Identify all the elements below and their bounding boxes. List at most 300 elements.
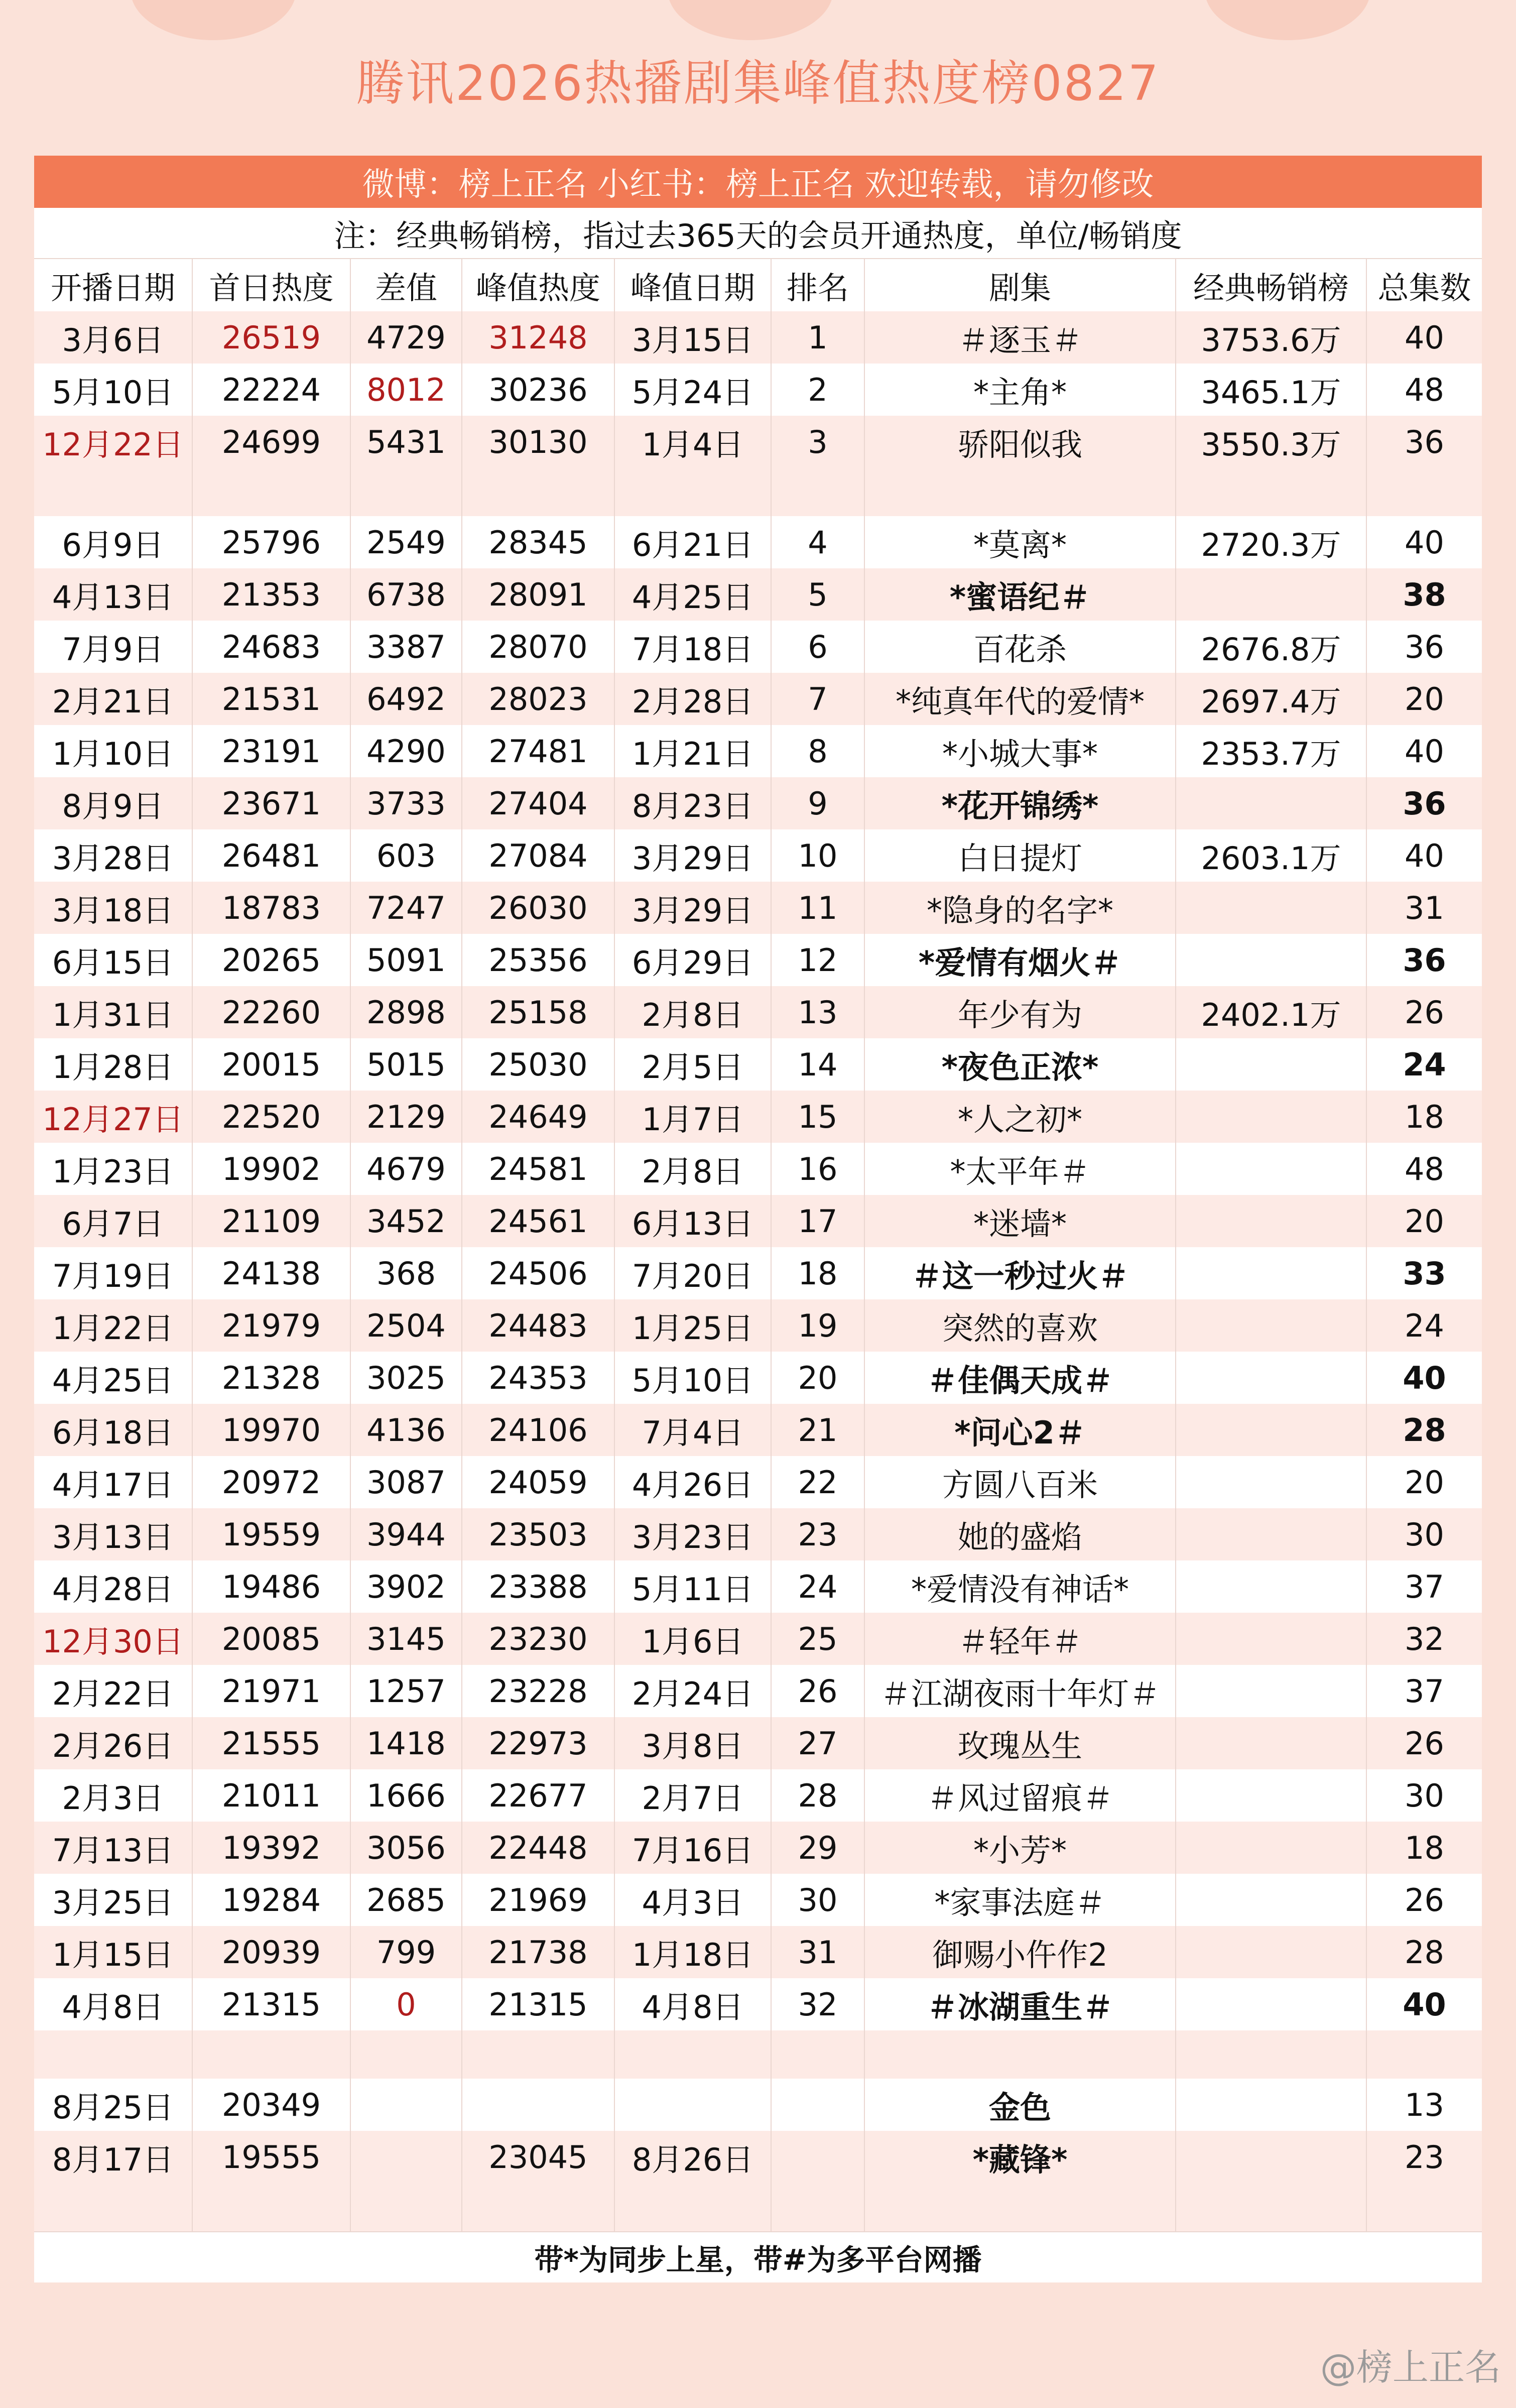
first-day-heat-cell: 25796 — [192, 516, 350, 568]
episode-count-cell: 36 — [1403, 941, 1446, 979]
episode-count-cell: 24 — [1366, 1299, 1482, 1352]
first-day-heat-cell: 24683 — [192, 621, 350, 673]
first-day-heat-cell: 20265 — [192, 934, 350, 986]
peak-heat-cell: 23388 — [462, 1560, 614, 1613]
start-date-cell: 4月13日 — [34, 568, 192, 621]
classic-bestseller-cell — [1176, 2131, 1366, 2183]
drama-name-cell: *人之初* — [864, 1091, 1176, 1143]
classic-bestseller-cell — [1176, 1926, 1366, 1978]
peak-heat-cell: 28345 — [462, 516, 614, 568]
classic-bestseller-cell — [1176, 777, 1366, 829]
column-header: 排名 — [771, 259, 864, 311]
rank-cell: 7 — [771, 673, 864, 725]
classic-bestseller-cell — [1176, 934, 1366, 986]
table-row — [34, 2079, 1482, 2131]
peak-date-cell: 4月25日 — [614, 568, 771, 621]
start-date-cell: 7月9日 — [34, 621, 192, 673]
rank-cell: 3 — [771, 416, 864, 468]
table-row — [34, 1665, 1482, 1717]
diff-cell: 3733 — [350, 777, 462, 829]
drama-name-cell: *藏锋* — [864, 2131, 1176, 2183]
peak-date-cell: 2月24日 — [614, 1665, 771, 1717]
diff-cell: 4136 — [350, 1404, 462, 1456]
episode-count-cell: 28 — [1366, 1926, 1482, 1978]
empty-cell — [1176, 2183, 1366, 2231]
classic-bestseller-cell — [1176, 1508, 1366, 1560]
start-date-cell: 4月25日 — [34, 1352, 192, 1404]
background-decoration — [131, 0, 296, 40]
drama-name-cell: *花开锦绣* — [864, 777, 1176, 829]
table-row — [34, 621, 1482, 673]
rank-cell — [771, 2079, 864, 2131]
start-date-cell: 4月17日 — [34, 1456, 192, 1508]
peak-heat-cell: 28070 — [462, 621, 614, 673]
peak-heat-cell: 28091 — [462, 568, 614, 621]
peak-date-cell: 7月20日 — [614, 1247, 771, 1299]
table-row — [34, 516, 1482, 568]
classic-bestseller-cell — [1176, 1665, 1366, 1717]
peak-date-cell: 1月25日 — [614, 1299, 771, 1352]
start-date-cell: 3月13日 — [34, 1508, 192, 1560]
first-day-heat-cell: 21315 — [192, 1978, 350, 2030]
episode-count-cell: 32 — [1366, 1613, 1482, 1665]
peak-date-cell: 5月11日 — [614, 1560, 771, 1613]
first-day-heat-cell: 21328 — [192, 1352, 350, 1404]
first-day-heat-cell: 20939 — [192, 1926, 350, 1978]
diff-cell: 368 — [350, 1247, 462, 1299]
peak-heat-cell: 23228 — [462, 1665, 614, 1717]
first-day-heat-cell: 21555 — [192, 1717, 350, 1769]
rank-cell: 2 — [771, 364, 864, 416]
empty-cell — [350, 2030, 462, 2079]
start-date-cell: 12月27日 — [34, 1091, 192, 1143]
start-date-cell: 2月3日 — [34, 1769, 192, 1822]
empty-cell — [192, 2030, 350, 2079]
empty-cell — [192, 2183, 350, 2231]
classic-bestseller-cell — [1176, 1717, 1366, 1769]
first-day-heat-cell: 22224 — [192, 364, 350, 416]
classic-bestseller-cell — [1176, 568, 1366, 621]
watermark: @榜上正名 — [1320, 2346, 1501, 2388]
peak-heat-cell: 24506 — [462, 1247, 614, 1299]
diff-cell: 4679 — [350, 1143, 462, 1195]
table-row — [34, 882, 1482, 934]
first-day-heat-cell: 18783 — [192, 882, 350, 934]
peak-date-cell: 3月8日 — [614, 1717, 771, 1769]
peak-date-cell: 3月29日 — [614, 882, 771, 934]
episode-count-cell: 40 — [1405, 524, 1444, 561]
first-day-heat-cell: 19486 — [192, 1560, 350, 1613]
diff-cell — [350, 2131, 462, 2183]
start-date-cell: 4月8日 — [34, 1978, 192, 2030]
start-date-cell: 5月10日 — [34, 364, 192, 416]
table-note: 注：经典畅销榜，指过去365天的会员开通热度，单位/畅销度 — [34, 208, 1482, 259]
source-banner: 微博：榜上正名 小红书：榜上正名 欢迎转载，请勿修改 — [34, 156, 1482, 208]
episode-count-cell: 48 — [1405, 371, 1444, 408]
diff-cell: 7247 — [350, 882, 462, 934]
episode-count-cell: 36 — [1366, 416, 1482, 468]
table-row — [34, 829, 1482, 882]
first-day-heat-cell: 19284 — [192, 1874, 350, 1926]
spacer-row — [34, 2183, 1482, 2231]
empty-cell — [1176, 468, 1366, 516]
classic-bestseller-cell — [1176, 1299, 1366, 1352]
start-date-cell: 3月25日 — [34, 1874, 192, 1926]
rank-cell: 22 — [771, 1456, 864, 1508]
peak-heat-cell: 22677 — [462, 1769, 614, 1822]
start-date-cell: 8月25日 — [34, 2079, 192, 2131]
table-row — [34, 1874, 1482, 1926]
start-date-cell: 6月9日 — [34, 516, 192, 568]
rank-cell: 20 — [771, 1352, 864, 1404]
first-day-heat-cell: 19392 — [192, 1822, 350, 1874]
peak-date-cell: 6月21日 — [614, 516, 771, 568]
table-row — [34, 1091, 1482, 1143]
table-row — [34, 416, 1482, 468]
classic-bestseller-cell: 2720.3万 — [1176, 516, 1366, 568]
start-date-cell: 3月6日 — [34, 311, 192, 364]
table-row — [34, 1299, 1482, 1352]
episode-count-cell: 37 — [1405, 1672, 1444, 1710]
start-date-cell: 6月18日 — [34, 1404, 192, 1456]
rank-cell: 19 — [771, 1299, 864, 1352]
table-row — [34, 1769, 1482, 1822]
diff-cell: 3145 — [350, 1613, 462, 1665]
rank-cell: 14 — [771, 1038, 864, 1091]
table-row — [34, 364, 1482, 416]
classic-bestseller-cell — [1176, 2079, 1366, 2131]
drama-name-cell: 方圆八百米 — [864, 1456, 1176, 1508]
peak-date-cell: 1月4日 — [614, 416, 771, 468]
classic-bestseller-cell — [1176, 1091, 1366, 1143]
diff-cell: 3087 — [350, 1456, 462, 1508]
table-row — [34, 673, 1482, 725]
rank-cell: 23 — [771, 1508, 864, 1560]
empty-cell — [34, 468, 192, 516]
drama-name-cell: ＃这一秒过火＃ — [864, 1247, 1176, 1299]
empty-cell — [614, 468, 771, 516]
episode-count-cell: 20 — [1405, 1464, 1444, 1501]
rank-cell: 5 — [771, 568, 864, 621]
peak-date-cell: 4月3日 — [614, 1874, 771, 1926]
start-date-cell: 1月22日 — [34, 1299, 192, 1352]
drama-name-cell: 百花杀 — [864, 621, 1176, 673]
drama-name-cell: *小城大事* — [864, 725, 1176, 777]
peak-heat-cell: 24649 — [462, 1091, 614, 1143]
drama-name-cell: 她的盛焰 — [864, 1508, 1176, 1560]
classic-bestseller-cell: 2353.7万 — [1176, 725, 1366, 777]
start-date-cell: 1月15日 — [34, 1926, 192, 1978]
classic-bestseller-cell — [1176, 1874, 1366, 1926]
episode-count-cell: 37 — [1405, 1568, 1444, 1605]
episode-count-cell: 18 — [1366, 1091, 1482, 1143]
first-day-heat-cell: 20085 — [192, 1613, 350, 1665]
peak-heat-cell: 27481 — [462, 725, 614, 777]
classic-bestseller-cell: 3465.1万 — [1176, 364, 1366, 416]
rank-cell: 13 — [771, 986, 864, 1038]
peak-heat-cell: 24353 — [462, 1352, 614, 1404]
drama-name-cell: 年少有为 — [864, 986, 1176, 1038]
empty-cell — [462, 468, 614, 516]
table-row — [34, 1038, 1482, 1091]
rank-cell: 8 — [771, 725, 864, 777]
peak-heat-cell: 26030 — [462, 882, 614, 934]
episode-count-cell: 40 — [1366, 311, 1482, 364]
spacer-row — [34, 2030, 1482, 2079]
peak-date-cell — [614, 2079, 771, 2131]
rank-cell: 26 — [771, 1665, 864, 1717]
table-row — [34, 1143, 1482, 1195]
first-day-heat-cell: 22520 — [192, 1091, 350, 1143]
peak-heat-cell: 21969 — [462, 1874, 614, 1926]
diff-cell: 6492 — [350, 673, 462, 725]
peak-heat-cell: 24561 — [462, 1195, 614, 1247]
peak-date-cell: 3月29日 — [614, 829, 771, 882]
drama-name-cell: *夜色正浓* — [864, 1038, 1176, 1091]
first-day-heat-cell: 21979 — [192, 1299, 350, 1352]
episode-count-cell: 20 — [1366, 1195, 1482, 1247]
rank-cell: 29 — [771, 1822, 864, 1874]
empty-cell — [771, 468, 864, 516]
episode-count-cell: 13 — [1405, 2086, 1444, 2123]
table-row — [34, 1926, 1482, 1978]
first-day-heat-cell: 22260 — [192, 986, 350, 1038]
ranking-sheet — [34, 156, 1482, 2282]
classic-bestseller-cell: 3550.3万 — [1176, 416, 1366, 468]
start-date-cell: 3月18日 — [34, 882, 192, 934]
table-row — [34, 1978, 1482, 2030]
drama-name-cell: *隐身的名字* — [864, 882, 1176, 934]
peak-heat-cell: 24059 — [462, 1456, 614, 1508]
empty-cell — [614, 2030, 771, 2079]
column-header: 剧集 — [864, 259, 1176, 311]
first-day-heat-cell: 20972 — [192, 1456, 350, 1508]
peak-date-cell: 2月8日 — [614, 986, 771, 1038]
episode-count-cell: 24 — [1403, 1046, 1446, 1083]
diff-cell: 3902 — [350, 1560, 462, 1613]
peak-heat-cell: 30236 — [462, 364, 614, 416]
classic-bestseller-cell: 3753.6万 — [1176, 311, 1366, 364]
episode-count-cell: 30 — [1366, 1508, 1482, 1560]
peak-date-cell: 6月13日 — [614, 1195, 771, 1247]
legend-footer: 带*为同步上星，带#为多平台网播 — [34, 2231, 1482, 2282]
diff-cell: 1418 — [350, 1717, 462, 1769]
drama-name-cell: ＃佳偶天成＃ — [864, 1352, 1176, 1404]
peak-date-cell: 2月28日 — [614, 673, 771, 725]
table-header-row — [34, 259, 1482, 311]
first-day-heat-cell: 24699 — [192, 416, 350, 468]
rank-cell: 16 — [771, 1143, 864, 1195]
drama-name-cell: ＃轻年＃ — [864, 1613, 1176, 1665]
peak-heat-cell: 23045 — [462, 2131, 614, 2183]
column-header: 差值 — [350, 259, 462, 311]
start-date-cell: 3月28日 — [34, 829, 192, 882]
episode-count-cell: 48 — [1405, 1150, 1444, 1187]
empty-cell — [1366, 2183, 1482, 2231]
peak-heat-cell: 25356 — [462, 934, 614, 986]
episode-count-cell: 30 — [1405, 1777, 1444, 1814]
empty-cell — [1366, 468, 1482, 516]
empty-cell — [771, 2030, 864, 2079]
table-row — [34, 986, 1482, 1038]
drama-name-cell: 玫瑰丛生 — [864, 1717, 1176, 1769]
table-row — [34, 1352, 1482, 1404]
table-row — [34, 777, 1482, 829]
empty-cell — [864, 2030, 1176, 2079]
start-date-cell: 7月13日 — [34, 1822, 192, 1874]
column-header: 开播日期 — [34, 259, 192, 311]
first-day-heat-cell: 20349 — [192, 2079, 350, 2131]
classic-bestseller-cell — [1176, 1352, 1366, 1404]
table-row — [34, 2131, 1482, 2183]
classic-bestseller-cell — [1176, 1456, 1366, 1508]
peak-date-cell: 8月23日 — [614, 777, 771, 829]
drama-name-cell: 白日提灯 — [864, 829, 1176, 882]
drama-name-cell: ＃江湖夜雨十年灯＃ — [864, 1665, 1176, 1717]
start-date-cell: 2月26日 — [34, 1717, 192, 1769]
peak-heat-cell: 31248 — [462, 311, 614, 364]
diff-cell: 8012 — [350, 364, 462, 416]
drama-name-cell: *小芳* — [864, 1822, 1176, 1874]
classic-bestseller-cell — [1176, 1822, 1366, 1874]
start-date-cell: 6月15日 — [34, 934, 192, 986]
first-day-heat-cell: 21531 — [192, 673, 350, 725]
peak-date-cell: 5月10日 — [614, 1352, 771, 1404]
drama-name-cell: 骄阳似我 — [864, 416, 1176, 468]
peak-heat-cell: 23230 — [462, 1613, 614, 1665]
first-day-heat-cell: 19902 — [192, 1143, 350, 1195]
drama-name-cell: 御赐小仵作2 — [864, 1926, 1176, 1978]
diff-cell: 2685 — [350, 1874, 462, 1926]
first-day-heat-cell: 21011 — [192, 1769, 350, 1822]
diff-cell: 603 — [350, 829, 462, 882]
peak-heat-cell: 25158 — [462, 986, 614, 1038]
empty-cell — [34, 2183, 192, 2231]
classic-bestseller-cell — [1176, 1769, 1366, 1822]
column-header: 峰值热度 — [462, 259, 614, 311]
drama-name-cell: 金色 — [864, 2079, 1176, 2131]
diff-cell: 5091 — [350, 934, 462, 986]
diff-cell: 6738 — [350, 568, 462, 621]
first-day-heat-cell: 19970 — [192, 1404, 350, 1456]
classic-bestseller-cell — [1176, 1613, 1366, 1665]
rank-cell: 18 — [771, 1247, 864, 1299]
diff-cell: 3056 — [350, 1822, 462, 1874]
episode-count-cell: 20 — [1366, 673, 1482, 725]
empty-cell — [864, 468, 1176, 516]
first-day-heat-cell: 19559 — [192, 1508, 350, 1560]
drama-name-cell: *爱情没有神话* — [864, 1560, 1176, 1613]
start-date-cell: 12月22日 — [34, 416, 192, 468]
peak-date-cell: 4月8日 — [614, 1978, 771, 2030]
diff-cell: 5431 — [350, 416, 462, 468]
episode-count-cell: 23 — [1366, 2131, 1482, 2183]
table-row — [34, 1822, 1482, 1874]
peak-heat-cell — [462, 2079, 614, 2131]
empty-cell — [350, 2183, 462, 2231]
peak-heat-cell: 30130 — [462, 416, 614, 468]
first-day-heat-cell: 26481 — [192, 829, 350, 882]
drama-name-cell: *蜜语纪＃ — [864, 568, 1176, 621]
empty-cell — [462, 2030, 614, 2079]
start-date-cell: 1月31日 — [34, 986, 192, 1038]
rank-cell: 25 — [771, 1613, 864, 1665]
background-decoration — [668, 0, 833, 40]
drama-name-cell: *纯真年代的爱情* — [864, 673, 1176, 725]
column-header: 总集数 — [1377, 269, 1471, 306]
background-decoration — [1205, 0, 1370, 40]
ranking-table — [34, 259, 1482, 2231]
first-day-heat-cell: 23191 — [192, 725, 350, 777]
drama-name-cell: *主角* — [864, 364, 1176, 416]
episode-count-cell: 26 — [1405, 1881, 1444, 1918]
rank-cell: 24 — [771, 1560, 864, 1613]
classic-bestseller-cell: 2402.1万 — [1176, 986, 1366, 1038]
classic-bestseller-cell: 2676.8万 — [1176, 621, 1366, 673]
diff-cell: 3387 — [350, 621, 462, 673]
diff-cell: 799 — [350, 1926, 462, 1978]
drama-name-cell: ＃逐玉＃ — [864, 311, 1176, 364]
classic-bestseller-cell — [1176, 1978, 1366, 2030]
empty-cell — [864, 2183, 1176, 2231]
peak-date-cell: 5月24日 — [614, 364, 771, 416]
empty-cell — [462, 2183, 614, 2231]
page-title: 腾讯2026热播剧集峰值热度榜0827 — [356, 55, 1160, 111]
episode-count-cell: 38 — [1366, 568, 1482, 621]
start-date-cell: 1月10日 — [34, 725, 192, 777]
episode-count-cell: 40 — [1405, 733, 1444, 770]
table-row — [34, 1404, 1482, 1456]
empty-cell — [771, 2183, 864, 2231]
peak-heat-cell: 22973 — [462, 1717, 614, 1769]
first-day-heat-cell: 21971 — [192, 1665, 350, 1717]
episode-count-cell: 40 — [1403, 1359, 1446, 1396]
peak-heat-cell: 21315 — [462, 1978, 614, 2030]
empty-cell — [34, 2030, 192, 2079]
diff-cell: 3025 — [350, 1352, 462, 1404]
drama-name-cell: *莫离* — [864, 516, 1176, 568]
peak-heat-cell: 24106 — [462, 1404, 614, 1456]
start-date-cell: 6月7日 — [34, 1195, 192, 1247]
peak-date-cell: 7月16日 — [614, 1822, 771, 1874]
peak-date-cell: 8月26日 — [614, 2131, 771, 2183]
diff-cell: 2129 — [350, 1091, 462, 1143]
peak-date-cell: 1月21日 — [614, 725, 771, 777]
start-date-cell: 12月30日 — [34, 1613, 192, 1665]
peak-heat-cell: 24483 — [462, 1299, 614, 1352]
table-row — [34, 568, 1482, 621]
peak-heat-cell: 24581 — [462, 1143, 614, 1195]
diff-cell: 1257 — [350, 1665, 462, 1717]
empty-cell — [192, 468, 350, 516]
classic-bestseller-cell: 2697.4万 — [1176, 673, 1366, 725]
rank-cell: 27 — [771, 1717, 864, 1769]
classic-bestseller-cell — [1176, 1404, 1366, 1456]
rank-cell: 12 — [771, 934, 864, 986]
episode-count-cell: 26 — [1366, 986, 1482, 1038]
episode-count-cell: 40 — [1405, 837, 1444, 874]
classic-bestseller-cell — [1176, 1195, 1366, 1247]
diff-cell: 3452 — [350, 1195, 462, 1247]
start-date-cell: 4月28日 — [34, 1560, 192, 1613]
diff-cell — [350, 2079, 462, 2131]
rank-cell: 28 — [771, 1769, 864, 1822]
diff-cell: 3944 — [350, 1508, 462, 1560]
diff-cell: 1666 — [350, 1769, 462, 1822]
table-row — [34, 311, 1482, 364]
peak-date-cell: 3月15日 — [614, 311, 771, 364]
rank-cell: 32 — [771, 1978, 864, 2030]
